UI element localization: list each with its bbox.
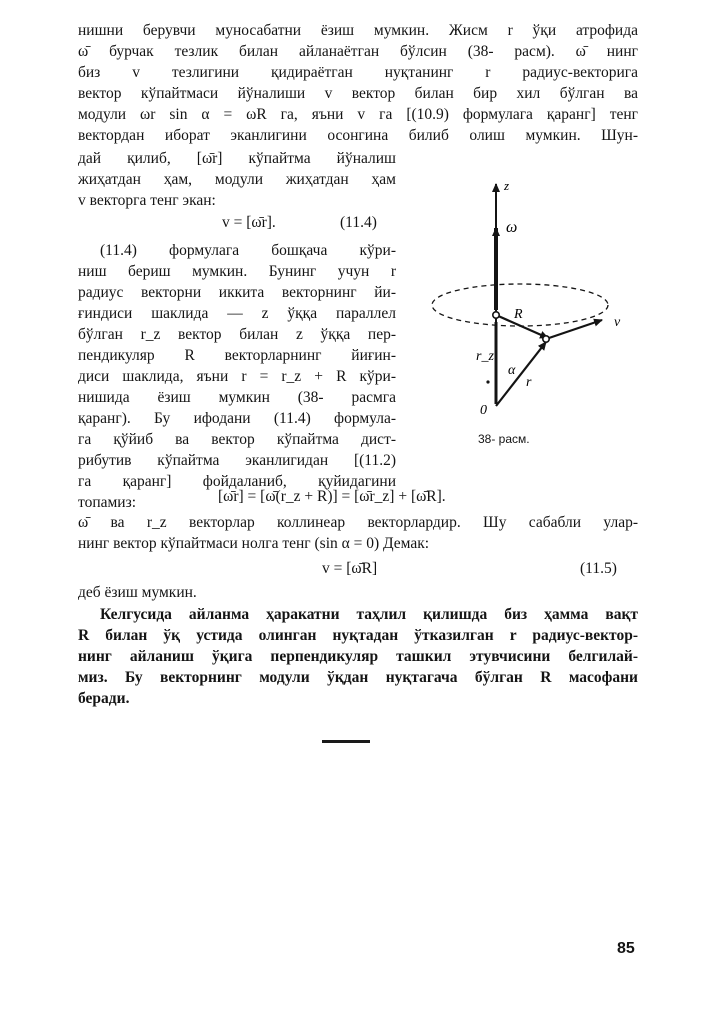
origin-label: 0 (480, 403, 487, 418)
text-line: нишни берувчи муносабатни ёзиш мумкин. Жисм r ўқи атрофида (78, 22, 638, 39)
r-vector (496, 342, 546, 406)
equation-number: (11.5) (580, 560, 617, 577)
text-line: радиус векторни иккита векторнинг йи- (78, 284, 396, 301)
text-line: қаранг). Бу ифодани (11.4) формула- (78, 410, 396, 427)
rz-label: r_z (476, 349, 494, 364)
text-line: биз v тезлигини қидираётган нуқтанинг r радиус-векторига (78, 64, 638, 81)
text-line: вектор кўпайтмаси йўналиши v вектор билан бир хил бўлган ва (78, 85, 638, 102)
text-line: R билан ўқ устида олинган нуқтадан ўтказилган r радиус-вектор- (78, 627, 638, 644)
text-line: ғиндиси шаклида — z ўққа параллел (78, 305, 396, 322)
text-line: рибутив кўпайтма эканлигидан [(11.2) (78, 452, 396, 469)
z-label: z (504, 178, 510, 193)
text-line: диси шаклида, яъни r = r_z + R кўри- (78, 368, 396, 385)
text-line: миз. Бу векторнинг модули ўқдан нуқтагача бўлган R масофани (78, 669, 638, 686)
omega-label: ω (506, 219, 518, 236)
section-divider (322, 740, 370, 743)
point-marker (543, 336, 549, 342)
text-line: нинг айланиш ўқига перпендикуляр ташкил этувчисини белгилай- (78, 648, 638, 665)
equation-11-5: v = [ω̄R] (322, 560, 378, 577)
r-label: r (526, 375, 532, 390)
text-line: нинг вектор кўпайтмаси нолга тенг (sin α = 0) Демак: (78, 535, 430, 552)
text-line: жиҳатдан ҳам, модули жиҳатдан ҳам (78, 171, 396, 188)
alpha-label: α (508, 363, 516, 378)
figure-38-rotation-diagram (400, 170, 640, 430)
equation-expansion: [ω̄r] = [ω̄(r_z + R)] = [ω̄r_z] + [ω̄R]. (218, 488, 446, 505)
text-line: ниш бериш мумкин. Бунинг учун r (78, 263, 396, 280)
text-line: ω̄ ва r_z векторлар коллинеар векторлардир. Шу сабабли улар- (78, 514, 638, 531)
R-label: R (514, 307, 523, 322)
equation-number: (11.4) (340, 214, 377, 231)
v-vector (546, 320, 602, 339)
text-line: деб ёзиш мумкин. (78, 584, 197, 601)
figure-caption: 38- расм. (478, 432, 530, 446)
page-number: 85 (617, 940, 635, 957)
text-line: модули ωr sin α = ωR га, яъни v га [(10.9) формулага қаранг] тенг (78, 106, 638, 123)
equation-11-4: v = [ω̄r]. (222, 214, 276, 231)
text-line: топамиз: (78, 494, 137, 511)
center-marker (493, 312, 499, 318)
text-line: v векторга тенг экан: (78, 192, 216, 209)
text-line: Келгусида айланма ҳаракатни таҳлил қилишда биз ҳамма вақт (100, 606, 638, 623)
text-line: га қаранг] фойдаланиб, қуйидагини (78, 473, 396, 490)
text-line: га қўйиб ва вектор кўпайтма дист- (78, 431, 396, 448)
text-line: (11.4) формулага бошқача кўри- (100, 242, 396, 259)
text-line: нишида ёзиш мумкин (38- расмга (78, 389, 396, 406)
text-line: ω̄ бурчак тезлик билан айланаётган бўлсин (38- расм). ω̄ нинг (78, 43, 638, 60)
dot-mark (486, 380, 489, 383)
v-label: v (614, 315, 621, 330)
text-line: дай қилиб, [ω̄r] кўпайтма йўналиш (78, 150, 396, 167)
text-line: вектордан иборат эканлигини осонгина билиб олиш мумкин. Шун- (78, 127, 638, 144)
text-line: беради. (78, 690, 130, 707)
text-line: пендикуляр R векторларнинг йиғин- (78, 347, 396, 364)
text-line: бўлган r_z вектор билан z ўққа пер- (78, 326, 396, 343)
